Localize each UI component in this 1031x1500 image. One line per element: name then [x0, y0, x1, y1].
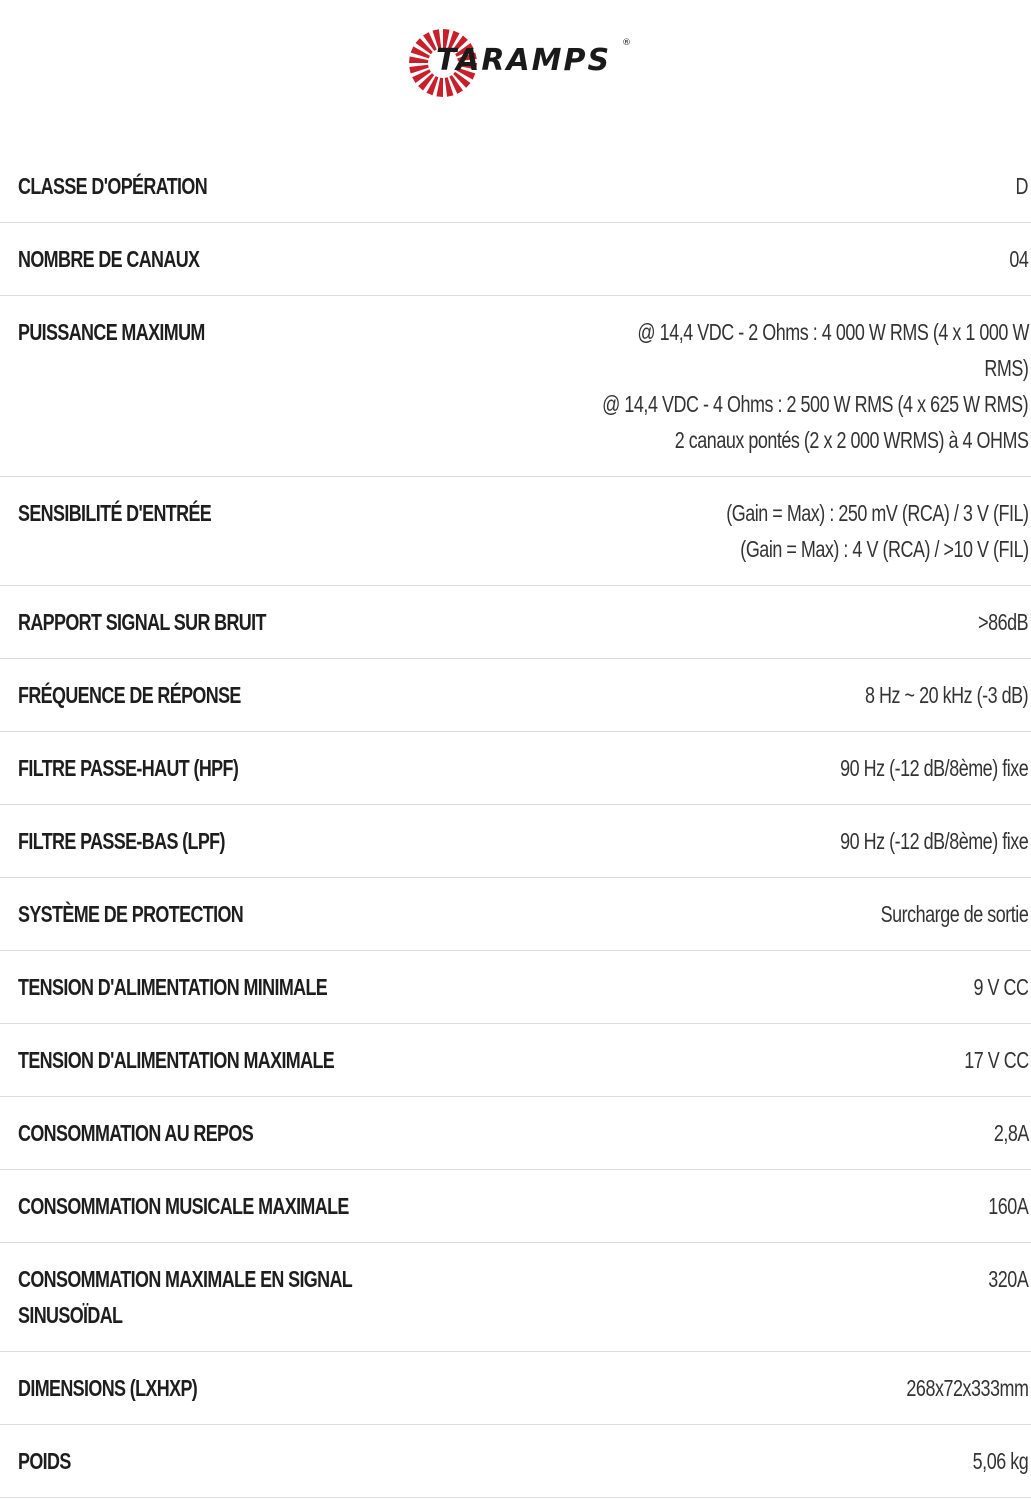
spec-label — [0, 659, 464, 732]
spec-label-text: CLASSE D'OPÉRATION — [18, 173, 208, 199]
spec-value-line: 268x72x333mm — [906, 1375, 1029, 1401]
taramps-logo[interactable] — [408, 26, 634, 102]
spec-value — [464, 1097, 1031, 1170]
spec-label — [0, 732, 464, 805]
spec-value-line: 320A — [988, 1266, 1029, 1292]
spec-value — [464, 586, 1031, 659]
spec-value-line: 04 — [1009, 246, 1029, 272]
spec-label — [0, 1097, 464, 1170]
spec-value-line: 9 V CC — [973, 974, 1029, 1000]
spec-value — [464, 878, 1031, 951]
spec-label-text: CONSOMMATION AU REPOS — [18, 1120, 254, 1146]
spec-value — [464, 805, 1031, 878]
spec-label-text: CONSOMMATION MUSICALE MAXIMALE — [18, 1193, 349, 1219]
spec-row — [0, 878, 1031, 951]
spec-label-text: FRÉQUENCE DE RÉPONSE — [18, 682, 241, 708]
spec-row — [0, 1425, 1031, 1498]
spec-row — [0, 223, 1031, 296]
spec-value — [464, 296, 1031, 477]
spec-value-line: (Gain = Max) : 4 V (RCA) / >10 V (FIL) — [740, 536, 1029, 562]
spec-value — [464, 150, 1031, 223]
spec-label — [0, 1425, 464, 1498]
spec-label — [0, 223, 464, 296]
spec-label — [0, 1170, 464, 1243]
spec-value — [464, 223, 1031, 296]
registered-mark: ® — [622, 38, 631, 48]
spec-value — [464, 1024, 1031, 1097]
spec-label-text: DIMENSIONS (LXHXP) — [18, 1375, 198, 1401]
spec-row — [0, 1352, 1031, 1425]
spec-label — [0, 1024, 464, 1097]
spec-label-text: SYSTÈME DE PROTECTION — [18, 901, 244, 927]
spec-value-line: D — [1015, 173, 1029, 199]
spec-value — [464, 1243, 1031, 1352]
spec-value-line: (Gain = Max) : 250 mV (RCA) / 3 V (FIL) — [726, 500, 1029, 526]
spec-value-line: RMS) — [984, 355, 1029, 381]
spec-label-text: PUISSANCE MAXIMUM — [18, 319, 205, 345]
spec-row — [0, 1024, 1031, 1097]
spec-label-text: TENSION D'ALIMENTATION MAXIMALE — [18, 1047, 335, 1073]
spec-label-text: NOMBRE DE CANAUX — [18, 246, 200, 272]
spec-label-line: CONSOMMATION MAXIMALE EN SIGNAL — [18, 1266, 353, 1292]
spec-label — [0, 805, 464, 878]
spec-value-line: Surcharge de sortie — [880, 901, 1029, 927]
spec-row — [0, 586, 1031, 659]
spec-row — [0, 732, 1031, 805]
logo-wordmark: TARAMPS — [436, 43, 612, 78]
spec-row — [0, 477, 1031, 586]
spec-value-line: 160A — [988, 1193, 1029, 1219]
spec-label — [0, 951, 464, 1024]
spec-value-line: 8 Hz ~ 20 kHz (-3 dB) — [865, 682, 1029, 708]
spec-value-line: 90 Hz (-12 dB/8ème) fixe — [840, 755, 1029, 781]
spec-value — [464, 732, 1031, 805]
spec-label — [0, 150, 464, 223]
spec-label-text: TENSION D'ALIMENTATION MINIMALE — [18, 974, 328, 1000]
spec-row — [0, 296, 1031, 477]
spec-value — [464, 477, 1031, 586]
spec-row — [0, 805, 1031, 878]
spec-label-text: RAPPORT SIGNAL SUR BRUIT — [18, 609, 266, 635]
spec-row — [0, 1097, 1031, 1170]
spec-label-text: SENSIBILITÉ D'ENTRÉE — [18, 500, 212, 526]
spec-value-line: 2 canaux pontés (2 x 2 000 WRMS) à 4 OHMS — [674, 427, 1029, 453]
spec-label — [0, 296, 464, 477]
spec-row — [0, 1170, 1031, 1243]
spec-value-line: @ 14,4 VDC - 4 Ohms : 2 500 W RMS (4 x 625 W RMS) — [602, 391, 1029, 417]
spec-value-line: @ 14,4 VDC - 2 Ohms : 4 000 W RMS (4 x 1 000 W — [636, 319, 1029, 345]
spec-value-line: 5,06 kg — [972, 1448, 1029, 1474]
spec-value-line: 17 V CC — [963, 1047, 1029, 1073]
spec-value — [464, 1170, 1031, 1243]
spec-value — [464, 1352, 1031, 1425]
spec-label — [0, 878, 464, 951]
spec-value — [464, 951, 1031, 1024]
spec-row — [0, 150, 1031, 223]
spec-value-line: 2,8A — [993, 1120, 1029, 1146]
spec-row — [0, 951, 1031, 1024]
spec-label-text: FILTRE PASSE-HAUT (HPF) — [18, 755, 239, 781]
spec-row — [0, 659, 1031, 732]
spec-row — [0, 1243, 1031, 1352]
spec-label — [0, 477, 464, 586]
spec-value-line: >86dB — [978, 609, 1029, 635]
spec-label-text: POIDS — [18, 1448, 71, 1474]
spec-label — [0, 586, 464, 659]
spec-label-text: FILTRE PASSE-BAS (LPF) — [18, 828, 225, 854]
spec-label — [0, 1243, 464, 1352]
page-header — [0, 0, 1031, 150]
spec-value — [464, 1425, 1031, 1498]
specifications-table — [0, 150, 1031, 1498]
logo-wheel-ray — [409, 56, 428, 63]
spec-value-line: 90 Hz (-12 dB/8ème) fixe — [840, 828, 1029, 854]
spec-label — [0, 1352, 464, 1425]
spec-label-line: SINUSOÏDAL — [18, 1302, 123, 1328]
spec-value — [464, 659, 1031, 732]
